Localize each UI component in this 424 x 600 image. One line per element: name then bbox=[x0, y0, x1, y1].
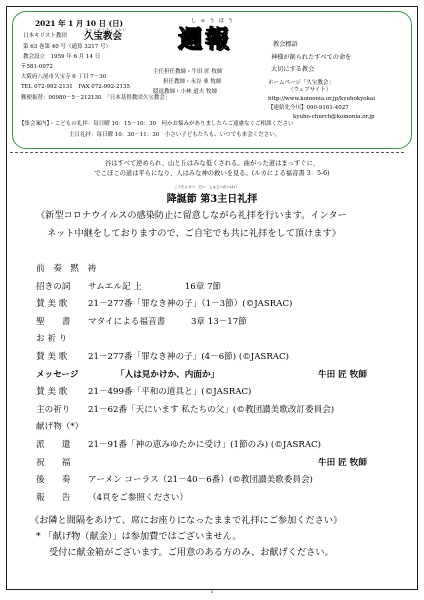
order-item-label: 聖 書 bbox=[36, 316, 71, 327]
issue-number: 第 63 巻第 40 号（通算 3217 号） bbox=[23, 44, 111, 50]
website-url[interactable]: http://www.koinonia.or.jp/kyuhokyokai bbox=[268, 96, 375, 102]
church-name: 久宝教会 bbox=[84, 31, 123, 42]
notice-line-1: 《新型コロナウイルスの感染防止に留意しながら礼拝を行います。インター bbox=[36, 210, 347, 221]
verse-line-2: でこぼこの道は平らになり、人はみな神の救いを見る。(ルカによる福音書 3：5-6) bbox=[94, 170, 330, 177]
divider bbox=[10, 152, 404, 153]
pastor-main: 主任担任教師・牛田 匠 牧師 bbox=[153, 69, 223, 75]
service-title: 降誕節 第3主日礼拝 bbox=[166, 194, 258, 205]
order-item-label: 献げ物（*） bbox=[36, 422, 84, 433]
founded-date: 教会設立 1959 年 6 月 14 日 bbox=[23, 54, 101, 60]
order-item-label: 賛 美 歌 bbox=[36, 387, 68, 398]
order-item-detail: 21－277番「罪なき神の子」（1－3節）(©JASRAC) bbox=[88, 299, 293, 310]
page-number: 1 bbox=[210, 590, 214, 595]
order-item-label: 派 遣 bbox=[36, 440, 71, 450]
bulletin-title: 週報 bbox=[178, 24, 232, 53]
footer-line-2: * 「献げ物（献金）」は参加費ではございません。 bbox=[36, 531, 242, 542]
order-item-minister: 牛田 匠 牧師 bbox=[318, 369, 367, 380]
service-title-reading: こうたんせつ だい しゅじつれいはい bbox=[174, 185, 237, 189]
contact-phone: 【連絡先今川】090-9161-4027 bbox=[268, 105, 349, 111]
pastor-assistant: 担任教師・永谷 亜 牧師 bbox=[163, 79, 222, 85]
footer-line-3: 受付に献金箱がございます。ご用意のある方のみ、お献げください。 bbox=[49, 547, 334, 558]
postal-code: 〒581-0072 bbox=[21, 64, 53, 70]
order-item-detail: 21－277番「罪なき神の子」(4－6節) (©JASRAC) bbox=[88, 352, 289, 362]
title-reading: しゅうほう bbox=[191, 18, 237, 24]
order-item-label: お 祈 り bbox=[36, 334, 68, 345]
motto-line-2: 大切にする教会 bbox=[271, 66, 315, 73]
bulletin-header bbox=[12, 11, 412, 149]
order-item-detail: 21－499番「平和の道具と」(©JASRAC) bbox=[88, 387, 252, 398]
address: 大阪府八尾市久宝寺 6 丁目 7－30 bbox=[21, 74, 107, 80]
footer-line-1: 《お隣と間隔をあけて、席にお座りになったままで礼拝にご参加ください》 bbox=[30, 515, 343, 526]
order-item-detail: （4頁をご参照ください） bbox=[88, 492, 188, 503]
notice-line-2: ネット中継をしておりますので、ご自宅でも共に礼拝をして頂けます》 bbox=[47, 228, 341, 239]
gathering-info-2: 主日礼拝：毎日曜 10：30－11：30 小さい子どもたちも、いつでも来会ください。 bbox=[69, 132, 281, 138]
postal-transfer: 郵便振替：00980－5－212130 「日本基督教団久宝教会」 bbox=[21, 95, 171, 101]
order-item-label: 賛 美 歌 bbox=[36, 299, 68, 310]
pastor-retired: 隠退教師・小林 道夫 牧師 bbox=[153, 89, 217, 95]
motto-label: 教会標語 bbox=[273, 41, 298, 48]
order-item-label: 後 奏 bbox=[36, 475, 71, 486]
order-item-detail: 21－62番「天にいます 私たちの父」(©教団讃美歌改訂委員会) bbox=[88, 404, 335, 415]
phone-fax: TEL 072-992-2131 FAX 072-992-2135 bbox=[21, 84, 130, 90]
order-item-label: 主の祈り bbox=[36, 404, 71, 415]
website-label: （ウェブサイト） bbox=[288, 87, 332, 93]
order-item-label: 賛 美 歌 bbox=[36, 352, 68, 362]
gathering-info-1: 【集会案内】・こどもの礼拝：毎日曜 10：15－10：30 何かお悩みがありましたらご遠慮なくご相談ください bbox=[19, 121, 294, 127]
order-item-minister: 牛田 匠 牧師 bbox=[318, 457, 367, 468]
church-name-reading: きゅうほうきょうかい bbox=[85, 28, 127, 32]
motto-line-1: 神様が創られたすべての命を bbox=[271, 54, 352, 61]
order-item-detail: 21－91番「神の恵みゆたかに受け」(1節のみ) (©JASRAC) bbox=[88, 440, 321, 450]
order-item-label: メッセージ bbox=[36, 369, 79, 380]
order-item-label: 報 告 bbox=[36, 492, 71, 503]
contact-email[interactable]: kyuho-church@koinonia.or.jp bbox=[293, 114, 375, 120]
verse-line-1: 谷はすべて逆められ、山と丘はみな低くされる。曲がった道はまっすぐに、 bbox=[104, 160, 320, 167]
order-item-label: 祝 福 bbox=[36, 457, 71, 468]
order-item-label: 前 奏 黙 祷 bbox=[36, 264, 97, 274]
bulletin-date: 2021 年 1 月 10 日 (日) bbox=[35, 19, 123, 28]
denomination: 日本キリスト教団 bbox=[23, 33, 67, 39]
order-item-label: 招きの詞 bbox=[36, 281, 71, 292]
order-item-detail: 「人は見かけか、内面か」 bbox=[116, 369, 220, 380]
order-item-detail: アーメン コーラス（21－40－6番）(©教団讃美歌委員会) bbox=[88, 475, 313, 486]
order-item-detail: マタイによる福音書 3章 13－17節 bbox=[88, 316, 247, 327]
order-item-detail: サムエル記 上 16章 7節 bbox=[88, 281, 222, 292]
homepage-label: ホームページ「久宝教会」 bbox=[268, 80, 334, 86]
